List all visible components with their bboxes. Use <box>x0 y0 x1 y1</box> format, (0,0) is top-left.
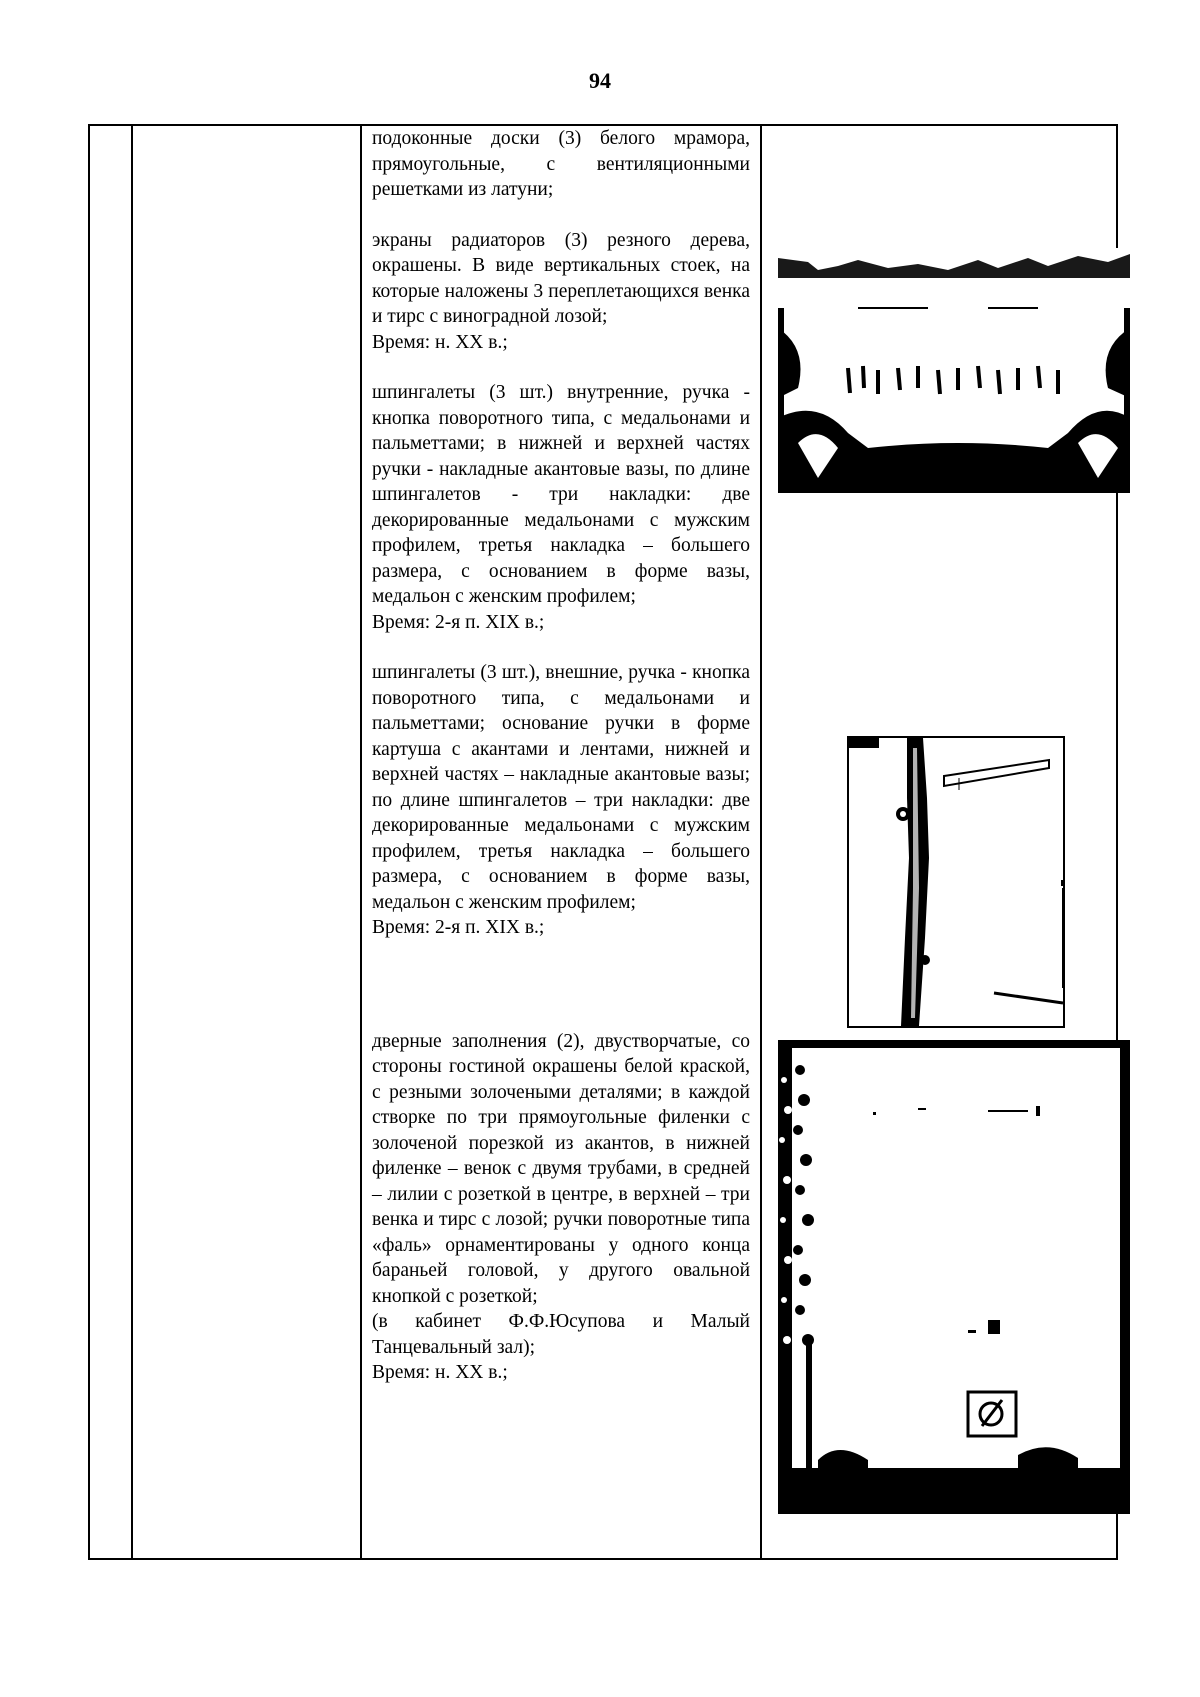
page-number: 94 <box>589 68 611 93</box>
entry-text: (в кабинет Ф.Ф.Юсупова и Малый Танцевальный зал); <box>372 1311 750 1358</box>
description-column <box>372 126 750 1386</box>
column-divider <box>360 126 362 1558</box>
column-divider <box>131 126 133 1558</box>
radiator-screen-photo <box>778 248 1130 493</box>
entry-time: Время: 2-я п. XIX в.; <box>372 611 545 633</box>
door-panel-photo <box>778 1040 1130 1514</box>
entry-time: Время: 2-я п. XIX в.; <box>372 917 545 938</box>
entry-time: Время: н. XX в.; <box>372 331 508 353</box>
window-latch-photo <box>847 736 1065 1028</box>
entry-text: дверные заполнения (2), двустворчатые, со стороны гостиной окрашены белой краской, с резными золочеными деталями; в каждой створке по три прямоугольные филенки с золоченой порезкой из акантов, в нижней филенке – венок с двумя трубами, в средней – лилии с розеткой в центре, в верхней – три венка и тирс с лозой; ручки поворотные типа «фаль» орнаментированы у одного конца бараньей головой, у другого овальной кнопкой с розеткой; <box>372 1030 750 1307</box>
radiator-screen-image <box>778 248 1130 493</box>
entry-text: экраны радиаторов (3) резного дерева, окрашены. В виде вертикальных стоек, на которые наложены 3 переплетающихся венка и тирс с виноградной лозой; <box>372 229 750 327</box>
door-panel-image <box>778 1040 1130 1514</box>
window-latch-image <box>849 738 1063 1026</box>
entry-text: шпингалеты (3 шт.), внешние, ручка - кнопка поворотного типа, с медальонами и пальметтами; основание ручки в форме картуша с акантами и лентами, нижней и верхней частях – накладные акантовые вазы; по длине шпингалетов – три накладки: две декорированные медальонами с мужским профилем, третья накладка – большего размера, с основанием в форме вазы, медальон с женским профилем; <box>372 662 750 913</box>
entry-time: Время: н. XX в.; <box>372 1362 508 1383</box>
column-divider <box>760 126 762 1558</box>
entry-text: шпингалеты (3 шт.) внутренние, ручка - кнопка поворотного типа, с медальонами и пальметтами; в нижней и верхней частях ручки - накладные акантовые вазы, по длине шпингалетов - три накладки: две декорированные медальонами с мужским профилем, третья накладка – большего размера, с основанием в форме вазы, медальон с женским профилем; <box>372 382 750 607</box>
entry-text: подоконные доски (3) белого мрамора, прямоугольные, с вентиляционными решетками из латуни; <box>372 128 750 200</box>
